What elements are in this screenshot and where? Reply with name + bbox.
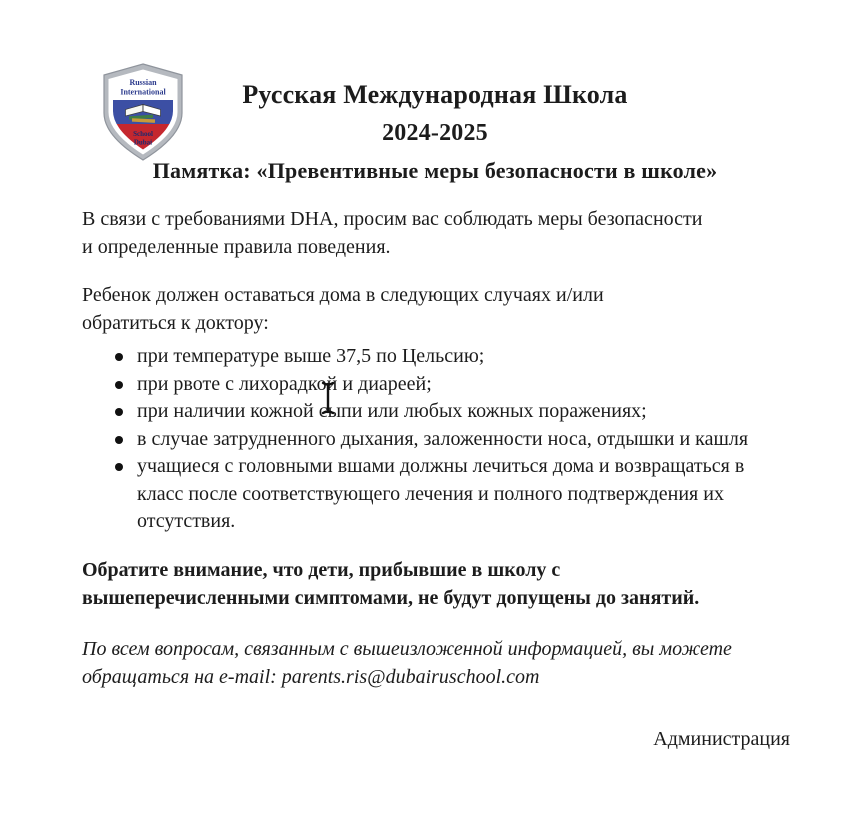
bullet-dot-icon [115, 463, 123, 471]
bullet-dot-icon [115, 381, 123, 389]
notice-paragraph [82, 556, 772, 612]
logo-text-russian: Russian [129, 78, 157, 87]
contact-paragraph [82, 636, 782, 691]
document-title: Русская Международная Школа [242, 80, 628, 109]
list-item [82, 453, 782, 536]
list-lead-paragraph [82, 282, 782, 337]
intro-line: В связи с требованиями DHA, просим вас соблюдать меры безопасности [82, 208, 703, 230]
notice-line: Обратите внимание, что дети, прибывшие в школу с [82, 559, 561, 581]
contact-line: По всем вопросам, связанным с вышеизложенной информацией, вы можете [82, 638, 732, 660]
contact-line-email: обращаться на e-mail: parents.ris@dubairuschool.com [82, 665, 540, 688]
logo-text-school: School [133, 130, 153, 138]
list-item-line: при температуре выше 37,5 по Цельсию; [137, 345, 485, 367]
signature: Администрация [653, 728, 790, 750]
list-item-line: при рвоте с лихорадкой и диареей; [137, 372, 432, 395]
intro-paragraph [82, 206, 782, 261]
memo-subtitle: Памятка: «Превентивные меры безопасности в школе» [152, 158, 718, 183]
list-item-line: при наличии кожной сыпи или любых кожных поражениях; [137, 400, 647, 422]
text-cursor-ibeam-icon [320, 381, 336, 415]
list-item-line: учащиеся с головными вшами должны лечиться дома и возвращаться в [137, 455, 745, 477]
bullet-dot-icon [115, 353, 123, 361]
list-lead-line: обратиться к доктору: [82, 311, 269, 334]
list-lead-line: Ребенок должен оставаться дома в следующих случаях и/или [82, 284, 604, 306]
bullet-dot-icon [115, 436, 123, 444]
logo-text-international: International [120, 87, 166, 97]
list-item-line: в случае затрудненного дыхания, заложенности носа, отдышки и кашля [137, 427, 749, 450]
list-item [82, 426, 782, 454]
notice-line: вышеперечисленными симптомами, не будут допущены до занятий. [82, 587, 700, 609]
list-item [82, 398, 782, 426]
intro-line: и определенные правила поведения. [82, 235, 391, 258]
logo-text-dubai: Dubai [133, 138, 153, 147]
school-logo-icon [98, 63, 188, 163]
list-item [82, 371, 782, 399]
list-item-line: отсутствия. [137, 510, 236, 532]
bullet-dot-icon [115, 408, 123, 416]
symptom-list [82, 343, 782, 536]
list-item-line: класс после соответствующего лечения и полного подтверждения их [137, 482, 724, 505]
school-year: 2024-2025 [382, 120, 488, 146]
list-item [82, 343, 782, 371]
